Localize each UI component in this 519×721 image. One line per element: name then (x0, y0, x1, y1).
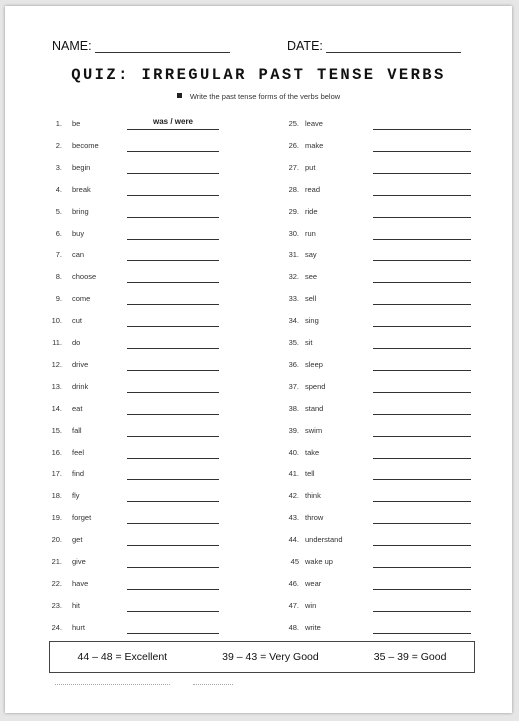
verb-number: 39. (288, 425, 299, 435)
verb-base: be (72, 119, 81, 128)
verb-base: can (72, 250, 85, 260)
verb-number: 46. (288, 578, 299, 588)
date-line (326, 40, 461, 53)
answer-blank[interactable] (373, 247, 471, 261)
verb-row (5, 182, 512, 196)
answer-blank[interactable] (373, 445, 471, 459)
verb-base: come (72, 294, 91, 304)
verb-row (5, 488, 512, 502)
verb-number: 9. (55, 294, 62, 304)
verb-number: 38. (288, 403, 299, 413)
verb-row (5, 313, 512, 327)
answer-blank[interactable] (373, 598, 471, 612)
verb-number: 25. (288, 119, 299, 128)
verb-base: ride (305, 206, 318, 216)
verb-base: eat (72, 403, 83, 413)
verb-base: take (305, 447, 320, 457)
answer-blank[interactable] (373, 269, 471, 283)
verb-number: 14. (51, 403, 62, 413)
verb-number: 16. (51, 447, 62, 457)
bullet-icon (177, 93, 182, 98)
verb-base: drink (72, 381, 89, 391)
verb-base: choose (72, 272, 97, 282)
verb-number: 6. (55, 228, 62, 238)
verb-row (5, 138, 512, 152)
verb-base: feel (72, 447, 85, 457)
verb-number: 48. (288, 622, 299, 632)
verb-number: 26. (288, 140, 299, 150)
answer-blank[interactable] (373, 620, 471, 634)
verb-base: buy (72, 228, 85, 238)
verb-number: 17. (51, 469, 62, 479)
verb-row (5, 204, 512, 218)
worksheet-page (5, 6, 512, 713)
verb-base: leave (305, 119, 323, 128)
verb-base: become (72, 140, 99, 150)
verb-base: make (305, 140, 324, 150)
verb-number: 8. (55, 272, 62, 282)
verb-row (5, 291, 512, 305)
answer-blank[interactable] (373, 379, 471, 393)
verb-row (5, 226, 512, 240)
verb-base: drive (72, 359, 89, 369)
verb-row (5, 401, 512, 415)
verb-number: 18. (51, 491, 62, 501)
verb-base: bring (72, 206, 89, 216)
footer-url-faded (193, 684, 233, 685)
verb-number: 41. (288, 469, 299, 479)
verb-number: 32. (288, 272, 299, 282)
verb-base: sell (305, 294, 317, 304)
verb-number: 40. (288, 447, 299, 457)
verb-row (5, 576, 512, 590)
answer-blank[interactable] (373, 576, 471, 590)
answer-blank[interactable] (373, 357, 471, 371)
verb-base: throw (305, 513, 324, 523)
verb-number: 3. (55, 162, 62, 172)
verb-number: 21. (51, 557, 62, 566)
verb-number: 43. (288, 513, 299, 523)
verb-base: think (305, 491, 321, 501)
verb-row (5, 620, 512, 634)
verb-base: sit (305, 338, 313, 347)
name-field (52, 39, 230, 53)
verb-row (5, 510, 512, 524)
score-box (49, 641, 475, 673)
instruction-text: Write the past tense forms of the verbs below (189, 92, 341, 101)
verb-base: see (305, 272, 318, 282)
verb-number: 28. (288, 184, 299, 194)
answer-blank[interactable] (373, 510, 471, 524)
answer-blank[interactable] (373, 291, 471, 305)
verb-number: 44. (288, 535, 299, 545)
answer-blank[interactable] (373, 554, 471, 568)
verb-number: 34. (288, 316, 299, 326)
verb-base: break (72, 184, 91, 194)
verb-number: 19. (51, 513, 62, 523)
verb-base: do (72, 338, 81, 347)
verb-row (5, 269, 512, 283)
verb-base: hurt (72, 622, 85, 632)
verb-base: give (72, 557, 86, 566)
verb-number: 36. (288, 359, 299, 369)
verb-base: fall (72, 425, 82, 435)
verb-base: write (305, 622, 321, 632)
verb-number: 23. (51, 600, 62, 610)
verb-base: get (72, 535, 83, 545)
verb-number: 24. (51, 622, 62, 632)
answer-blank[interactable] (373, 182, 471, 196)
verb-number: 10. (51, 316, 62, 326)
answer-blank[interactable] (373, 423, 471, 437)
verb-base: sing (305, 316, 319, 326)
answer-blank[interactable] (373, 401, 471, 415)
answer-blank[interactable] (373, 226, 471, 240)
verb-row (5, 532, 512, 546)
verb-base: swim (305, 425, 323, 435)
footer-note (55, 681, 233, 686)
verb-base: run (305, 228, 316, 238)
name-line (95, 40, 230, 53)
quiz-title: QUIZ: IRREGULAR PAST TENSE VERBS (71, 66, 446, 84)
verb-base: forget (72, 513, 92, 523)
verb-base: understand (305, 535, 343, 545)
verb-base: tell (305, 469, 315, 479)
verb-base: put (305, 162, 316, 172)
verb-number: 2. (55, 140, 62, 150)
verb-base: hit (72, 600, 80, 610)
instruction (5, 92, 512, 101)
verb-base: cut (72, 316, 83, 326)
answer-blank[interactable] (373, 116, 471, 130)
date-field (287, 39, 461, 53)
verb-number: 11. (52, 338, 62, 347)
verb-row (5, 445, 512, 459)
verb-number: 33. (288, 294, 299, 304)
verb-number: 4. (55, 184, 62, 194)
verb-base: fly (72, 491, 80, 501)
verb-base: spend (305, 381, 326, 391)
answer-blank[interactable] (373, 532, 471, 546)
verb-number: 13. (51, 381, 62, 391)
verb-row (5, 423, 512, 437)
verb-row (5, 357, 512, 371)
verb-row (5, 554, 512, 568)
answer-blank[interactable] (373, 488, 471, 502)
verb-number: 22. (51, 578, 62, 588)
verb-base: say (305, 250, 317, 260)
score-excellent: 44 – 48 = Excellent (77, 651, 168, 663)
verb-number: 45 (290, 557, 299, 566)
verb-base: stand (305, 403, 324, 413)
verb-base: begin (72, 162, 91, 172)
name-label: NAME: (52, 39, 92, 53)
verb-base: have (72, 578, 89, 588)
score-very-good: 39 – 43 = Very Good (222, 651, 319, 663)
verb-row (5, 466, 512, 480)
verb-base: read (305, 184, 321, 194)
verb-row (5, 379, 512, 393)
verb-number: 12. (51, 359, 62, 369)
verb-number: 1. (55, 119, 62, 128)
verb-number: 31. (288, 250, 299, 260)
verb-number: 15. (51, 425, 62, 435)
verb-number: 30. (288, 228, 299, 238)
verb-number: 47. (288, 600, 299, 610)
verb-number: 7. (55, 250, 62, 260)
verb-number: 29. (288, 206, 299, 216)
verb-number: 5. (55, 206, 62, 216)
answer-blank[interactable] (373, 466, 471, 480)
verb-base: wear (305, 578, 322, 588)
verb-number: 20. (51, 535, 62, 545)
verb-base: sleep (305, 359, 323, 369)
footer-text-faded (55, 684, 170, 685)
answer-blank[interactable] (373, 335, 471, 349)
score-good: 35 – 39 = Good (373, 651, 447, 663)
answer-blank[interactable] (373, 138, 471, 152)
verb-number: 35. (288, 338, 299, 347)
verb-row (5, 335, 512, 349)
verb-number: 37. (288, 381, 299, 391)
date-label: DATE: (287, 39, 323, 53)
verb-number: 42. (288, 491, 299, 501)
verb-base: win (305, 600, 317, 610)
answer-blank[interactable] (373, 160, 471, 174)
verb-row (5, 247, 512, 261)
verb-base: find (72, 469, 85, 479)
verb-number: 27. (288, 162, 299, 172)
verb-row (5, 598, 512, 612)
verb-row (5, 160, 512, 174)
answer-blank[interactable]: was / were (127, 116, 219, 130)
verb-base: wake up (305, 557, 333, 566)
answer-blank[interactable] (373, 313, 471, 327)
answer-blank[interactable] (373, 204, 471, 218)
verb-row (5, 116, 512, 130)
